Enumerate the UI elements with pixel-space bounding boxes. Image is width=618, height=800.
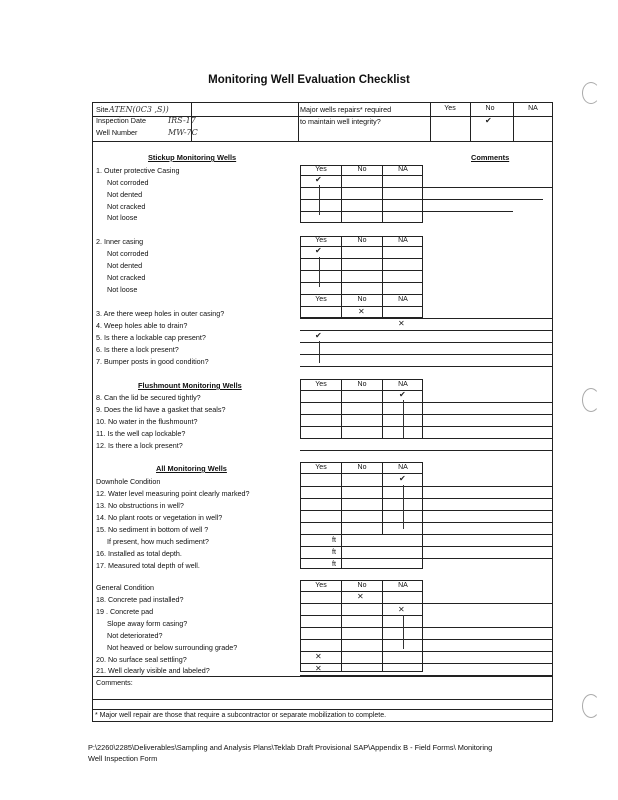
q2-label: 2. Inner casing <box>96 237 144 246</box>
downhole-label: Downhole Condition <box>96 477 161 486</box>
q1-item-4: Not loose <box>107 213 138 222</box>
q1-yes-check: ✔ <box>315 175 322 184</box>
gen-no-header: No <box>357 582 367 589</box>
q19-item-1: Slope away form casing? <box>107 619 188 628</box>
q10-label: 10. No water in the flushmount? <box>96 417 198 426</box>
stickup-heading: Stickup Monitoring Wells <box>148 153 237 162</box>
q20-yes-mark: ✕ <box>315 652 322 661</box>
binder-hole-bottom <box>582 694 600 718</box>
repairs-no-check: ✔ <box>485 116 492 125</box>
footnote: * Major well repair are those that require a subcontractor or separate mobilization to complete. <box>95 712 387 719</box>
q3-yes-header: Yes <box>315 296 327 303</box>
repairs-no-header: No <box>485 105 495 112</box>
inspection-date-value: IRS-17 <box>168 116 196 125</box>
q11-label: 11. Is the well cap lockable? <box>96 429 186 438</box>
q3-na-header: NA <box>398 296 408 303</box>
q9-label: 9. Does the lid have a gasket that seals? <box>96 405 226 414</box>
checklist-frame <box>92 102 553 722</box>
q2-yes-header: Yes <box>315 237 327 244</box>
q19-item-2: Not deteriorated? <box>107 631 163 640</box>
q8-na-check: ✔ <box>399 390 406 399</box>
q1-item-2: Not dented <box>107 190 143 199</box>
q12f-label: 12. Is there a lock present? <box>96 441 183 450</box>
q16-unit: ft <box>332 547 336 556</box>
q4-na-mark: ✕ <box>398 319 405 328</box>
q3-no-header: No <box>357 296 367 303</box>
q3-no-mark: ✕ <box>358 307 365 316</box>
q17-label: 17. Measured total depth of well. <box>96 561 200 570</box>
flush-yes-header: Yes <box>315 381 327 388</box>
q5-yes-check: ✔ <box>315 331 322 340</box>
q2-item-1: Not corroded <box>107 249 149 258</box>
q12-na-check: ✔ <box>399 474 406 483</box>
q1-item-1: Not corroded <box>107 178 149 187</box>
all-heading: All Monitoring Wells <box>156 464 227 473</box>
q2-item-4: Not loose <box>107 285 138 294</box>
q3-label: 3. Are there weep holes in outer casing? <box>96 309 225 318</box>
q21-yes-mark: ✕ <box>315 664 322 673</box>
comments-heading: Comments <box>471 153 510 162</box>
q14-label: 14. No plant roots or vegetation in well? <box>96 513 223 522</box>
general-label: General Condition <box>96 583 154 592</box>
q2-item-3: Not cracked <box>107 273 146 282</box>
page-title: Monitoring Well Evaluation Checklist <box>208 74 410 86</box>
q15b-unit: ft <box>332 535 336 544</box>
q2-item-2: Not dented <box>107 261 143 270</box>
flush-na-header: NA <box>398 381 408 388</box>
all-no-header: No <box>357 464 367 471</box>
q1-yes-header: Yes <box>315 166 327 173</box>
q19-item-3: Not heaved or below surrounding grade? <box>107 643 238 652</box>
inspection-date-label: Inspection Date <box>96 116 146 125</box>
flush-heading: Flushmount Monitoring Wells <box>138 381 242 390</box>
q13-label: 13. No obstructions in well? <box>96 501 184 510</box>
q18-no-mark: ✕ <box>357 592 364 601</box>
repairs-yes-header: Yes <box>444 105 456 112</box>
q2-yes-check: ✔ <box>315 246 322 255</box>
q2-no-header: No <box>357 237 367 244</box>
site-label: Site <box>96 105 109 114</box>
file-path-line-1: P:\2260\2285\Deliverables\Sampling and Analysis Plans\Teklab Draft Provisional SAP\Appendix B - Field Forms\ Monitoring <box>88 743 493 752</box>
flush-no-header: No <box>357 381 367 388</box>
q1-label: 1. Outer protective Casing <box>96 166 180 175</box>
q19-label: 19 . Concrete pad <box>96 607 154 616</box>
all-yes-header: Yes <box>315 464 327 471</box>
binder-hole-middle <box>582 388 600 412</box>
well-number-value: MW-7C <box>168 128 198 137</box>
file-path-line-2: Well Inspection Form <box>88 754 158 763</box>
q17-unit: ft <box>332 559 336 568</box>
file-path <box>88 742 568 764</box>
repairs-question-2: to maintain well integrity? <box>300 117 381 126</box>
q12a-label: 12. Water level measuring point clearly marked? <box>96 489 250 498</box>
q18-label: 18. Concrete pad installed? <box>96 595 184 604</box>
q16-label: 16. Installed as total depth. <box>96 549 182 558</box>
q5-label: 5. Is there a lockable cap present? <box>96 333 206 342</box>
q7-label: 7. Bumper posts in good condition? <box>96 357 209 366</box>
gen-yes-header: Yes <box>315 582 327 589</box>
site-value: ATEN(0C3 ,S)) <box>109 105 169 114</box>
gen-na-header: NA <box>398 582 408 589</box>
q1-na-header: NA <box>398 166 408 173</box>
repairs-question: Major wells repairs* required <box>300 105 392 114</box>
q4-label: 4. Weep holes able to drain? <box>96 321 188 330</box>
comments-label: Comments: <box>96 678 133 687</box>
q19-na-mark: ✕ <box>398 605 405 614</box>
well-number-label: Well Number <box>96 128 138 137</box>
repairs-na-header: NA <box>528 105 538 112</box>
q20-label: 20. No surface seal settling? <box>96 655 187 664</box>
q1-no-header: No <box>357 166 367 173</box>
all-na-header: NA <box>398 464 408 471</box>
q15-label: 15. No sediment in bottom of well ? <box>96 525 209 534</box>
q6-label: 6. Is there a lock present? <box>96 345 179 354</box>
q8-label: 8. Can the lid be secured tightly? <box>96 393 201 402</box>
q2-na-header: NA <box>398 237 408 244</box>
q15b-label: If present, how much sediment? <box>107 537 209 546</box>
q21-label: 21. Well clearly visible and labeled? <box>96 666 210 675</box>
q1-item-3: Not cracked <box>107 202 146 211</box>
